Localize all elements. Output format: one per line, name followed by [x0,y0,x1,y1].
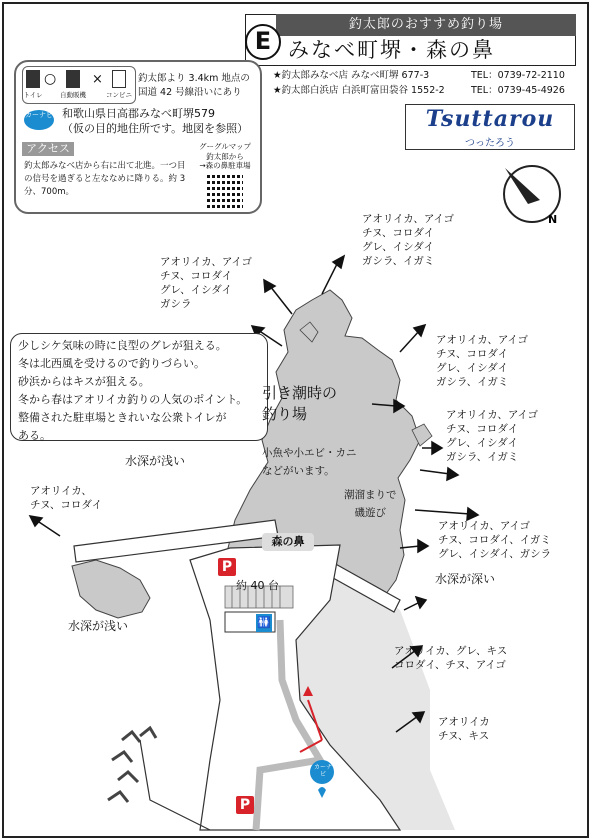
fish-label [446,408,538,464]
distance-text: 釣太郎より 3.4km 地点の国道 42 号線沿いにあり [138,73,250,98]
fish-line: ガシラ、イガミ [362,255,435,267]
brand-logo-sub: つったろう [465,138,515,149]
note-line: 砂浜からはキスが狙える。 [18,375,150,388]
note-line: ある。 [18,429,51,442]
fish-line: グレ、イシダイ [446,437,519,449]
shop-line [273,68,565,83]
shop-tel: TEL：0739-45-4926 [471,85,565,96]
shallow-label: 水深が浅い [125,454,186,468]
fish-line: ガシラ、イガミ [446,451,519,463]
address [62,106,248,136]
fish-label [160,255,252,311]
parking-capacity: 約 40 台 [236,579,279,592]
fish-line: グレ、イシダイ、ガシラ [438,548,552,560]
fish-line: アオリイカ、アイゴ [436,334,528,346]
fish-line: アオリイカ、アイゴ [362,213,454,225]
facility-label: 自動販機 [60,91,86,99]
page-title: みなべ町堺・森の鼻 [288,38,495,62]
marine-life-label [262,444,357,480]
fish-line: チヌ、コロダイ、イガミ [438,534,551,546]
fish-label [362,212,454,268]
tide-pool-label [344,486,397,522]
tide-zone-line: 釣り場 [262,405,308,423]
address-line: 和歌山県日高郡みなべ町堺579 [62,107,215,120]
parking-icon: P [218,558,236,576]
fish-line: アオリイカ、アイゴ [438,520,530,532]
fish-line: グレ、イシダイ [436,362,509,374]
carnavi-pin-label: カーナビ [313,764,332,778]
carnavi-badge: カーナビ [24,110,54,130]
fish-line: ガシラ、イガミ [436,376,509,388]
fish-line: ガシラ [160,298,192,310]
spot-letter-badge: E [245,24,281,60]
fish-label [30,484,102,512]
address-note: （仮の目的地住所です。地図を参照） [62,122,249,135]
fish-line: アオリイカ、 [30,485,92,497]
fish-line: アオリイカ [438,716,490,728]
notes-text [18,337,247,445]
facility-label: コンビニ [106,91,132,99]
note-line: 整備された駐車場ときれいな公衆トイレが [18,411,227,424]
shallow-label: 水深が浅い [68,619,129,633]
shop-line [273,83,565,98]
shop-info [273,68,565,98]
place-name-label: 森の鼻 [262,533,314,551]
note-line: 少しシケ気味の時に良型のグレが狙える。 [18,339,227,352]
access-heading: アクセス [22,142,74,156]
header-banner: 釣太郎のおすすめ釣り場 [276,14,576,36]
gmap-title-line: グーグルマップ [199,142,251,151]
gmap-title-line: 釣太郎から [206,151,244,161]
tide-zone-label [262,383,337,425]
fish-line: チヌ、コロダイ [362,227,435,239]
tide-pool-line: 磯遊び [354,507,386,519]
note-line: 冬は北西風を受けるので釣りづらい。 [18,357,205,370]
compass-north: N [548,213,558,226]
toilet-icon [26,70,40,88]
vending-machine-icon [66,70,80,88]
fish-line: チヌ、コロダイ [446,423,519,435]
fish-label [438,519,551,561]
fish-label [436,333,528,389]
fish-label [438,715,490,743]
fish-line: アオリイカ、グレ、キス [394,645,508,657]
access-text: 釣太郎みなべ店から右に出て北進。一つ目の信号を過ぎると左ななめに降りる。約 3 分、700m。 [24,161,186,197]
tide-zone-line: 引き潮時の [262,384,338,402]
fish-line: チヌ、コロダイ [160,270,233,282]
gmap-title-line: →森の鼻駐車場 [199,161,251,170]
fish-line: チヌ、コロダイ [436,348,509,360]
brand-logo: Tsuttarou [425,106,555,132]
marine-life-line: 小魚や小エビ・カニ [262,447,357,459]
convenience-store-icon [112,70,126,88]
facility-mark: ○ [44,71,57,87]
gmap-title [190,142,260,171]
fish-line: アオリイカ、アイゴ [160,256,252,268]
fish-line: コロダイ、チヌ、アイゴ [394,659,506,671]
shop-name: ★釣太郎みなべ店 みなべ町堺 677-3 [273,70,430,81]
qr-code-icon[interactable] [207,172,243,208]
fish-line: グレ、イシダイ [160,284,233,296]
fish-line: チヌ、キス [438,730,490,742]
facility-mark: × [92,72,103,87]
note-line: 冬から春はアオリイカ釣りの人気のポイント。 [18,393,248,406]
facility-label: トイレ [23,91,43,99]
fish-line: グレ、イシダイ [362,241,435,253]
parking-icon: P [236,796,254,814]
fish-label [394,644,507,672]
deep-label: 水深が深い [435,572,496,586]
shop-tel: TEL：0739-72-2110 [471,70,565,81]
fish-line: チヌ、コロダイ [30,499,103,511]
marine-life-line: などがいます。 [262,465,335,477]
fish-line: アオリイカ、アイゴ [446,409,538,421]
toilet-icon: 🚻 [256,614,272,632]
tide-pool-line: 潮溜まりで [344,489,397,501]
shop-name: ★釣太郎白浜店 白浜町富田袋谷 1552-2 [273,85,445,96]
